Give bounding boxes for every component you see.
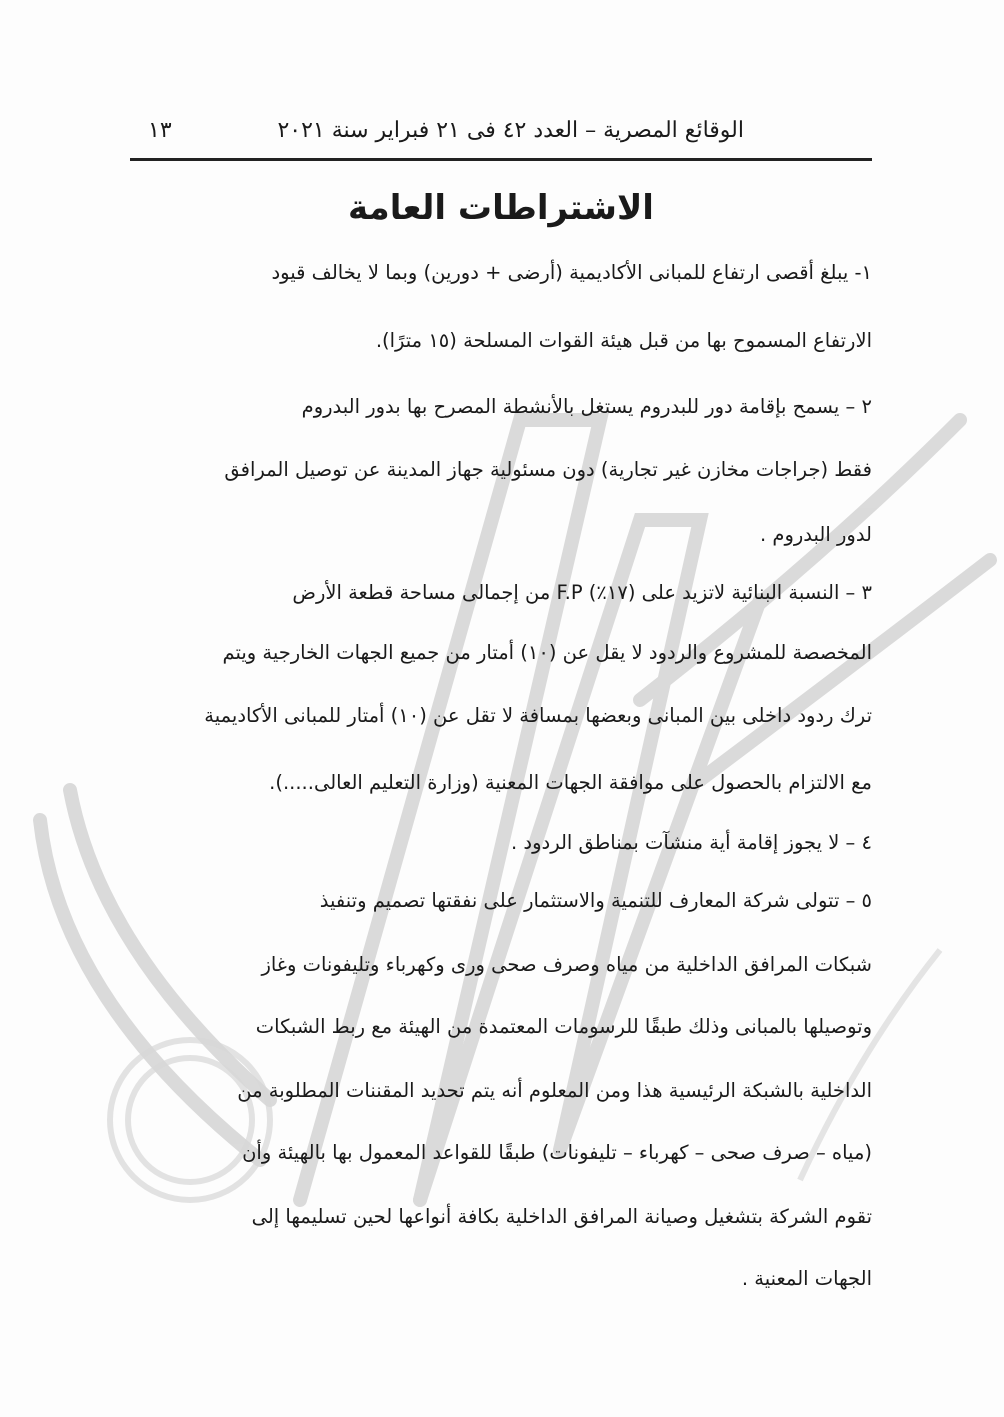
text-line: ٥ – تتولى شركة المعارف للتنمية والاستثمار على نفقتها تصميم وتنفيذ [319,889,872,912]
text-line: ٢ – يسمح بإقامة دور للبدروم يستغل بالأنشطة المصرح بها بدور البدروم [301,395,872,418]
text-line: ترك ردود داخلى بين المبانى وبعضها بمسافة لا تقل عن (١٠) أمتار للمبانى الأكاديمية [204,704,872,727]
page-header [130,112,872,161]
text-line: فقط (جراجات مخازن غير تجارية) دون مسئولية جهاز المدينة عن توصيل المرافق [224,458,872,481]
text-line: ٣ – النسبة البنائية لاتزيد على (١٧٪) F.P من إجمالى مساحة قطعة الأرض [292,581,872,604]
text-line: شبكات المرافق الداخلية من مياه وصرف صحى ورى وكهرباء وتليفونات وغاز [261,953,872,976]
text-line: ٤ – لا يجوز إقامة أية منشآت بمناطق الردود . [511,831,872,854]
section-title: الاشتراطات العامة [348,188,654,228]
text-line: وتوصيلها بالمبانى وذلك طبقًا للرسومات المعتمدة من الهيئة مع ربط الشبكات [255,1015,872,1038]
text-line: لدور البدروم . [760,523,872,546]
header-title: الوقائع المصرية – العدد ٤٢ فى ٢١ فبراير سنة ٢٠٢١ [277,118,744,143]
text-line: الارتفاع المسموح بها من قبل هيئة القوات المسلحة (١٥ مترًا). [375,329,872,352]
text-line: (مياه – صرف صحى – كهرباء – تليفونات) طبقًا للقواعد المعمول بها بالهيئة وأن [242,1141,872,1164]
text-line: مع الالتزام بالحصول على موافقة الجهات المعنية (وزارة التعليم العالى.....). [269,771,872,794]
text-line: الجهات المعنية . [741,1267,872,1290]
text-line: ١- يبلغ أقصى ارتفاع للمبانى الأكاديمية (أرضى + دورين) وبما لا يخالف قيود [271,261,872,284]
text-line: تقوم الشركة بتشغيل وصيانة المرافق الداخلية بكافة أنواعها لحين تسليمها إلى [251,1205,872,1228]
document-body [130,258,872,1318]
text-line: الداخلية بالشبكة الرئيسية هذا ومن المعلوم أنه يتم تحديد المقننات المطلوبة من [237,1079,872,1102]
page-number: ١٣ [148,118,172,143]
text-line: المخصصة للمشروع والردود لا يقل عن (١٠) أمتار من جميع الجهات الخارجية ويتم [222,641,872,664]
